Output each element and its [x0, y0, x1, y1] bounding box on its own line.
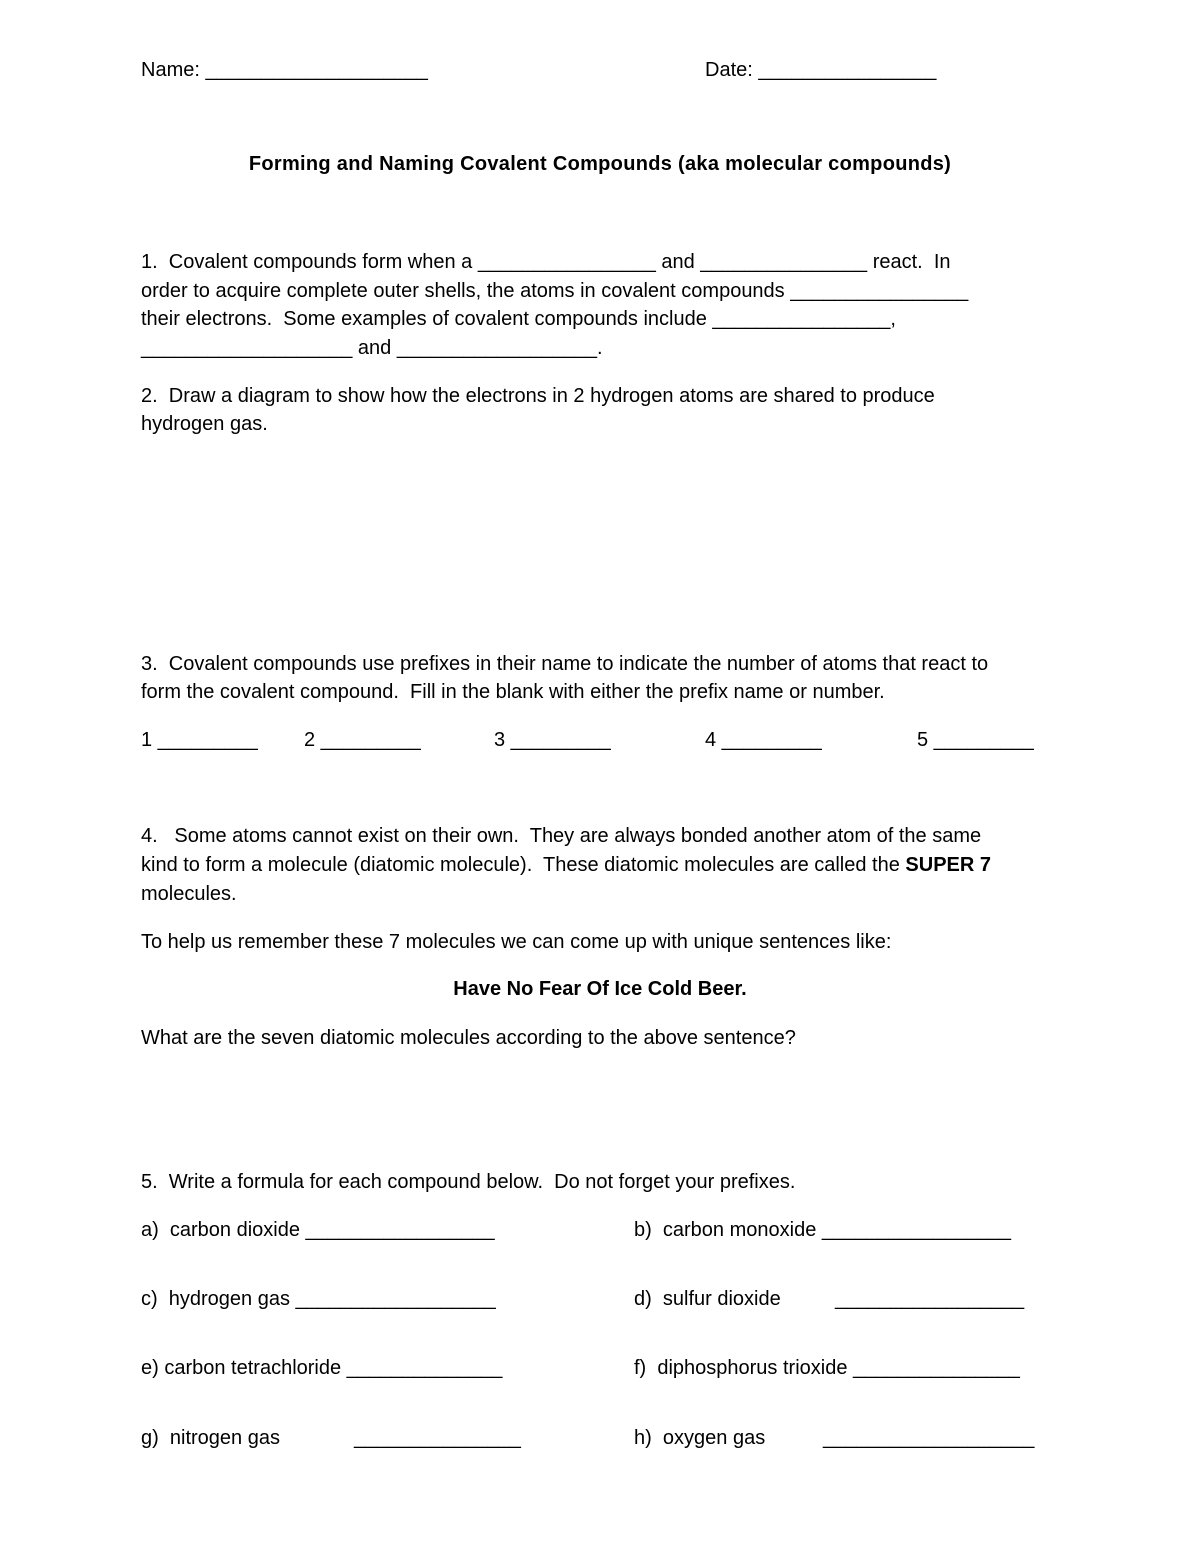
date-field: Date: ________________	[705, 59, 937, 81]
q4-line-2-text: kind to form a molecule (diatomic molecule). These diatomic molecules are called the	[141, 854, 906, 876]
compound-g: g) nitrogen gas	[141, 1427, 280, 1449]
name-field: Name: ____________________	[141, 59, 428, 81]
compound-g-blank: _______________	[354, 1427, 521, 1449]
prefix-blank-5: 5 _________	[917, 729, 1034, 751]
compound-h: h) oxygen gas	[634, 1427, 766, 1449]
q3-line-1: 3. Covalent compounds use prefixes in their name to indicate the number of atoms that react to	[141, 653, 989, 675]
q5-intro: 5. Write a formula for each compound below. Do not forget your prefixes.	[141, 1171, 796, 1193]
q1-line-1: 1. Covalent compounds form when a ________________ and _______________ react. In	[141, 251, 951, 273]
q1-line-3: their electrons. Some examples of covalent compounds include ________________,	[141, 308, 896, 330]
compound-d: d) sulfur dioxide	[634, 1288, 781, 1310]
page-title: Forming and Naming Covalent Compounds (aka molecular compounds)	[248, 153, 952, 175]
q1-line-2: order to acquire complete outer shells, the atoms in covalent compounds ________________	[141, 280, 969, 302]
q3-line-2: form the covalent compound. Fill in the blank with either the prefix name or number.	[141, 681, 885, 703]
compound-e: e) carbon tetrachloride ______________	[141, 1357, 503, 1379]
q4-line-1: 4. Some atoms cannot exist on their own. They are always bonded another atom of the same	[141, 825, 982, 847]
compound-d-blank: _________________	[835, 1288, 1025, 1310]
mnemonic-sentence: Have No Fear Of Ice Cold Beer.	[453, 978, 747, 1000]
compound-h-blank: ___________________	[823, 1427, 1035, 1449]
prefix-blank-4: 4 _________	[705, 729, 822, 751]
compound-c: c) hydrogen gas __________________	[141, 1288, 496, 1310]
prefix-blank-1: 1 _________	[141, 729, 258, 751]
compound-a: a) carbon dioxide _________________	[141, 1219, 495, 1241]
compound-f: f) diphosphorus trioxide _______________	[634, 1357, 1020, 1379]
q2-line-1: 2. Draw a diagram to show how the electrons in 2 hydrogen atoms are shared to produce	[141, 385, 935, 407]
prefix-blank-3: 3 _________	[494, 729, 611, 751]
q4-line-3: molecules.	[141, 883, 237, 905]
q4-help-text: To help us remember these 7 molecules we can come up with unique sentences like:	[141, 931, 892, 953]
prefix-blank-2: 2 _________	[304, 729, 421, 751]
q2-line-2: hydrogen gas.	[141, 413, 268, 435]
q1-line-4: ___________________ and __________________.	[141, 337, 603, 359]
compound-b: b) carbon monoxide _________________	[634, 1219, 1011, 1241]
q4-line-2	[141, 851, 991, 879]
q4-question: What are the seven diatomic molecules according to the above sentence?	[141, 1027, 796, 1049]
super-7-label: SUPER 7	[905, 854, 992, 876]
